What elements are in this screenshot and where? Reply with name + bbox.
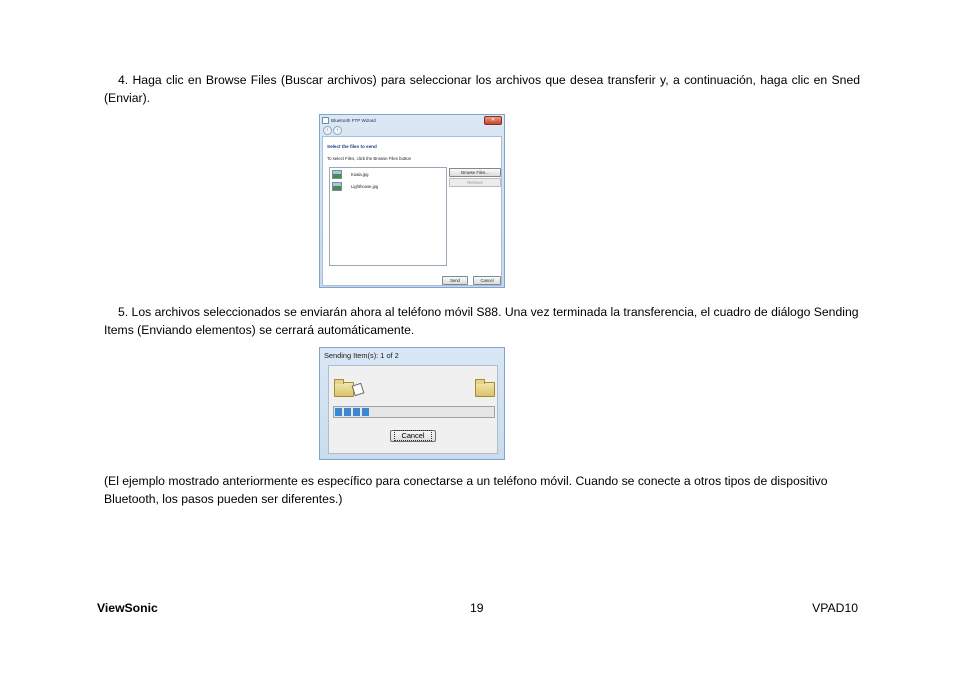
note-text: (El ejemplo mostrado anteriormente es específico para conectarse a un teléfono móvil. Cuando se conecte a otros tipos de dispositivo Bluetooth, los pasos pueden ser diferentes.) bbox=[104, 474, 828, 506]
sending-body bbox=[328, 365, 498, 454]
wizard-heading: Select the files to send bbox=[327, 144, 377, 149]
image-file-icon bbox=[332, 170, 342, 179]
back-arrow-icon[interactable]: ‹ bbox=[323, 126, 332, 135]
list-item[interactable]: Koala.jpg bbox=[332, 170, 368, 179]
bluetooth-ftp-wizard-screenshot bbox=[319, 114, 505, 288]
page-number: 19 bbox=[470, 601, 484, 615]
wizard-instruction: To select Files, click the Browse Files button bbox=[327, 156, 412, 161]
source-folder-icon bbox=[334, 382, 354, 397]
sending-items-screenshot bbox=[319, 347, 505, 460]
forward-arrow-icon[interactable]: › bbox=[333, 126, 342, 135]
step-4-text: 4. Haga clic en Browse Files (Buscar archivos) para seleccionar los archivos que desea transferir y, a continuación, haga clic en Sned (Enviar). bbox=[104, 73, 860, 105]
remove-button[interactable]: Remove bbox=[449, 178, 501, 187]
browse-files-button[interactable]: Browse Files... bbox=[449, 168, 501, 177]
progress-block bbox=[344, 408, 351, 416]
send-button[interactable]: Send bbox=[442, 276, 468, 285]
wizard-nav-bar bbox=[322, 126, 502, 135]
progress-block bbox=[353, 408, 360, 416]
transfer-progress-bar bbox=[333, 406, 495, 418]
document-icon bbox=[352, 383, 365, 397]
footer-model: VPAD10 bbox=[812, 601, 858, 615]
wizard-title: Bluetooth FTP Wizard bbox=[331, 118, 376, 123]
window-icon bbox=[322, 117, 329, 124]
cancel-button[interactable]: Cancel bbox=[473, 276, 501, 285]
image-file-icon bbox=[332, 182, 342, 191]
file-list[interactable] bbox=[329, 167, 447, 266]
cancel-sending-button[interactable] bbox=[390, 430, 436, 442]
list-item[interactable]: Lighthouse.jpg bbox=[332, 182, 378, 191]
progress-block bbox=[362, 408, 369, 416]
close-icon[interactable]: ✕ bbox=[484, 116, 502, 125]
progress-block bbox=[335, 408, 342, 416]
cancel-label: Cancel bbox=[395, 431, 430, 440]
wizard-title-bar bbox=[322, 117, 502, 125]
sending-title: Sending Item(s): 1 of 2 bbox=[324, 351, 399, 360]
footer-brand: ViewSonic bbox=[97, 601, 158, 615]
step-5-text: 5. Los archivos seleccionados se enviarán ahora al teléfono móvil S88. Una vez terminada la transferencia, el cuadro de diálogo Sending Items (Enviando elementos) se cerrará automáticamente. bbox=[104, 305, 859, 337]
wizard-body bbox=[322, 136, 502, 286]
destination-folder-icon bbox=[475, 382, 495, 397]
